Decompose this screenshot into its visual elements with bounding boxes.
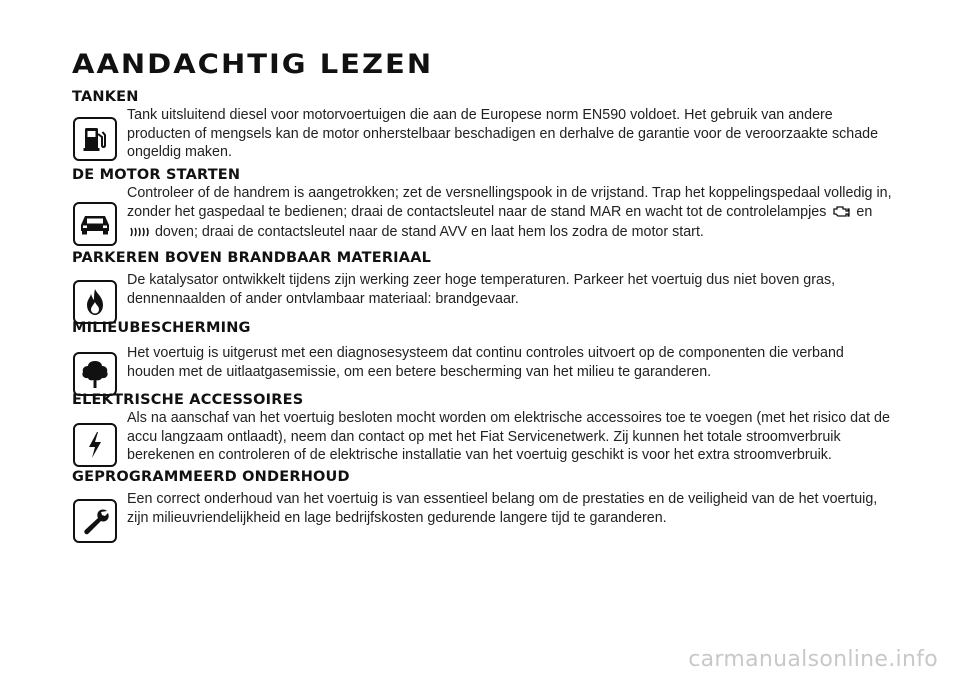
section-elektrische-accessoires [72,392,892,465]
section-body: De katalysator ontwikkelt tijdens zijn werking zeer hoge temperaturen. Parkeer het voertuig dus niet boven gras, dennennaalden of ander ontvlambaar materiaal: brandgevaar. [127,272,836,307]
section-heading: MILIEUBESCHERMING [72,320,251,336]
section-heading: PARKEREN BOVEN BRANDBAAR MATERIAAL [72,250,432,266]
section-heading: ELEKTRISCHE ACCESSOIRES [72,392,304,408]
fuel-pump-icon [73,117,117,161]
tree-icon [73,352,117,396]
section-tanken [72,89,892,162]
lightning-icon [73,423,117,467]
section-heading: DE MOTOR STARTEN [72,167,241,183]
wrench-icon [73,499,117,543]
section-motor-starten [72,167,892,244]
section-body [127,184,892,244]
section-body-text: Controleer of de handrem is aangetrokken; zet de versnellingspook in de vrijstand. Trap het koppelingspedaal volledig in, zonder het gaspedaal te bedienen; draai de contactsleutel naar de stand MAR en wacht tot de controlelampjes [127,185,892,220]
section-parkeren [72,250,892,308]
engine-warning-icon [832,205,850,224]
section-geprogrammeerd-onderhoud [72,469,892,527]
section-milieubescherming [72,320,892,381]
glow-plug-icon [129,225,149,244]
watermark: carmanualsonline.info [688,647,938,672]
section-heading: TANKEN [72,89,139,105]
page-title: AANDACHTIG LEZEN [72,48,434,80]
car-icon [73,202,117,246]
section-body-text: doven; draai de contactsleutel naar de stand AVV en laat hem los zodra de motor start. [154,224,704,241]
section-body: Een correct onderhoud van het voertuig is van essentieel belang om de prestaties en de veiligheid van de het voertuig, zijn milieuvriendelijkheid en lage bedrijfskosten gedurende langere tijd te garanderen. [127,491,878,526]
section-body-text: en [856,203,873,220]
section-heading: GEPROGRAMMEERD ONDERHOUD [72,469,350,485]
section-body: Als na aanschaf van het voertuig besloten mocht worden om elektrische accessoires toe te voegen (met het risico dat de accu langzaam ontlaadt), neem dan contact op met het Fiat Servicenetwerk. Zij kunnen het totale stroomverbruik berekenen en controleren of de elektrische installatie van het voertuig geschikt is voor het extra stroomverbruik. [127,410,890,464]
section-body: Tank uitsluitend diesel voor motorvoertuigen die aan de Europese norm EN590 voldoet. Het gebruik van andere producten of mengsels kan de motor onherstelbaar beschadigen en derhalve de garantie voor de veroorzaakte schade ongeldig maken. [127,107,879,161]
flame-icon [73,280,117,324]
section-body: Het voertuig is uitgerust met een diagnosesysteem dat continu controles uitvoert op de componenten die verband houden met de uitlaatgasemissie, om een betere bescherming van het milieu te garanderen. [127,345,844,380]
